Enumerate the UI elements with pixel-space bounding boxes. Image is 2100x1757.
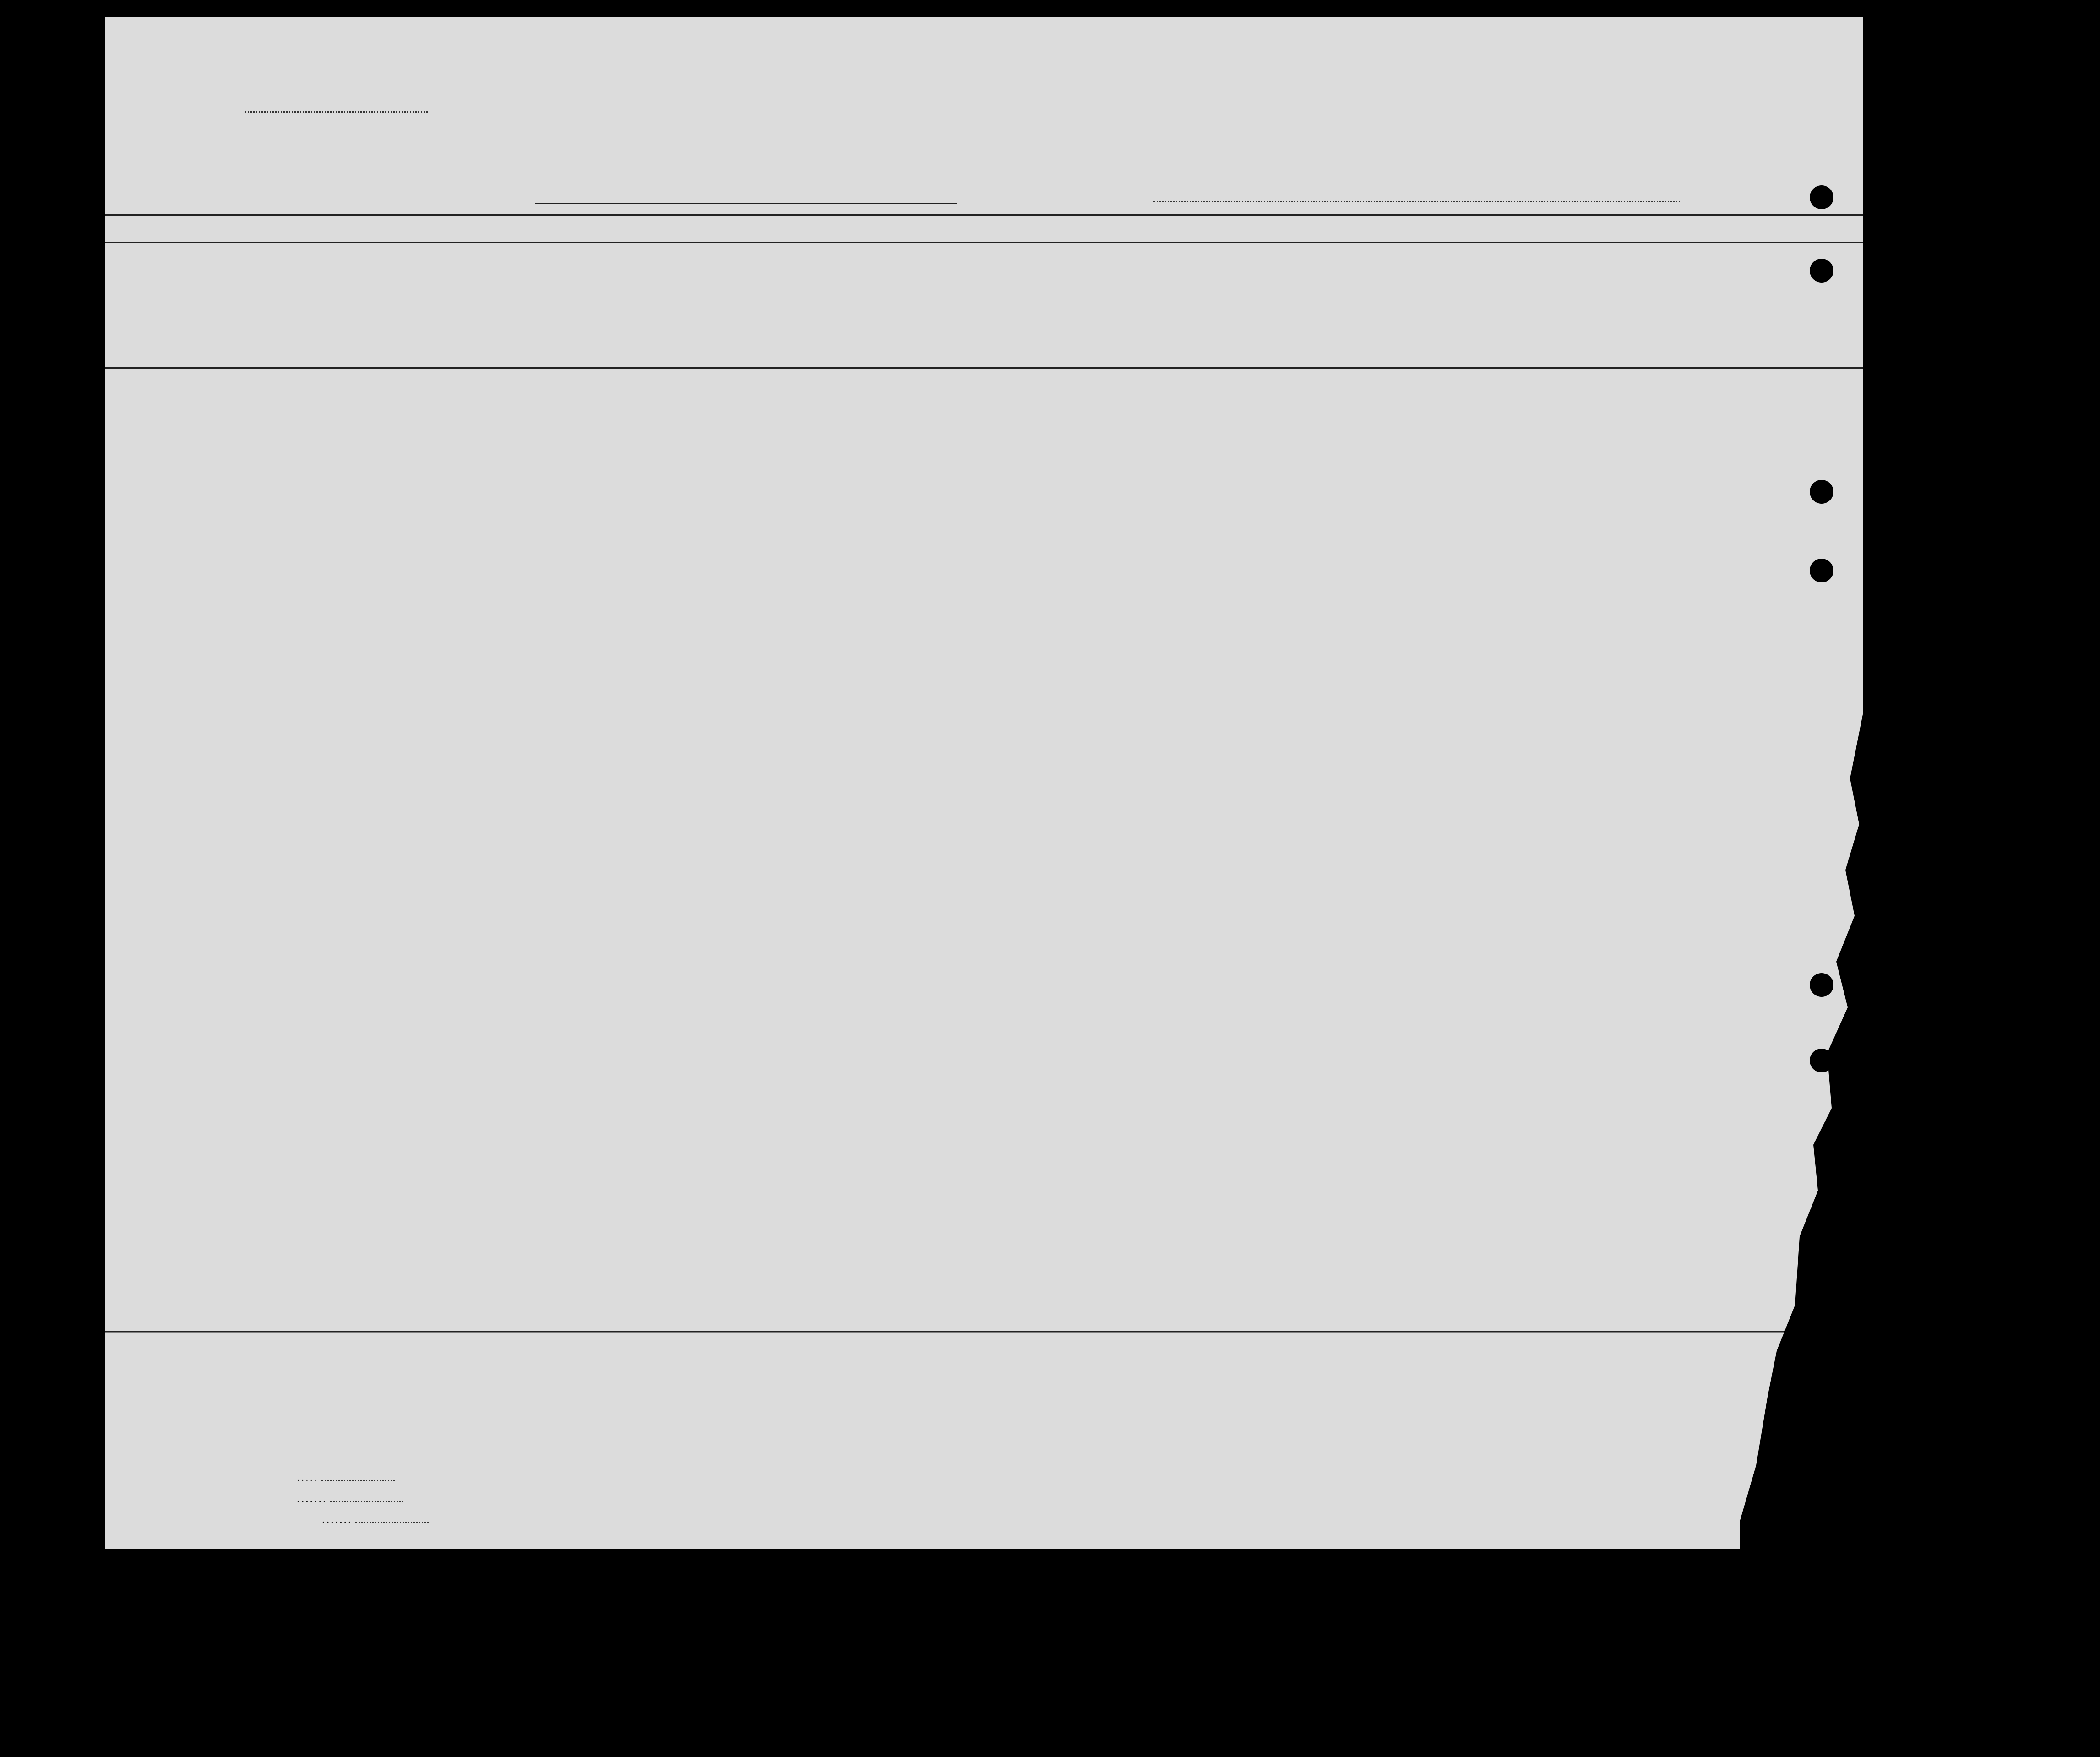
- us-citizens-field[interactable]: [330, 1501, 403, 1502]
- total-passengers-row: . . . . .: [288, 1474, 395, 1484]
- punch-hole: [1810, 259, 1833, 283]
- punch-hole: [1810, 559, 1833, 582]
- aliens-field[interactable]: [355, 1522, 429, 1523]
- punch-hole: [1810, 973, 1833, 997]
- punch-hole: [1810, 1049, 1833, 1072]
- punch-hole: [1810, 480, 1833, 504]
- us-citizens-row: . . . . . . .: [288, 1495, 403, 1505]
- punch-hole: [1810, 185, 1833, 209]
- aliens-row: . . . . . . .: [313, 1516, 429, 1526]
- manifest-sheet: [105, 17, 1863, 1549]
- total-passengers-field[interactable]: [321, 1480, 395, 1481]
- manifest-grid: [105, 17, 1863, 1549]
